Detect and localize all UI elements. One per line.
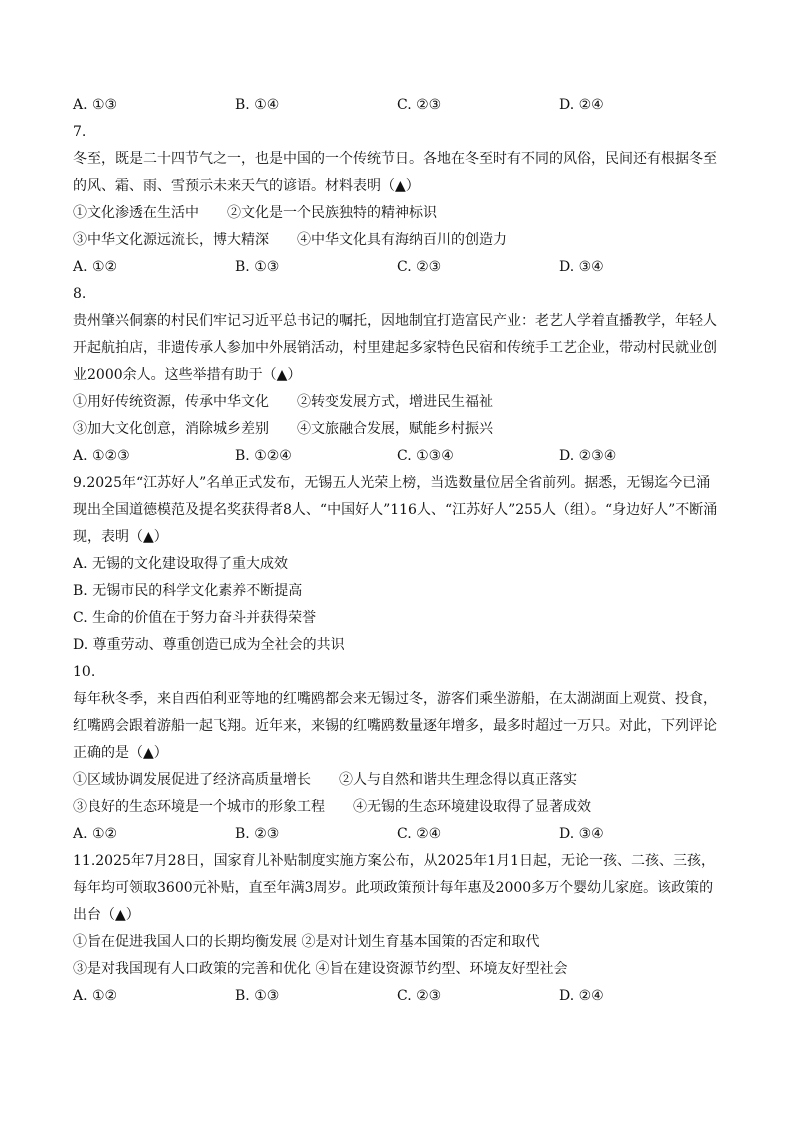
question-stem: 冬至，既是二十四节气之一，也是中国的一个传统节日。各地在冬至时有不同的风俗，民间还有根据冬至的风、霜、雨、雪预示未来天气的谚语。材料表明（▲） bbox=[73, 151, 717, 194]
question-options bbox=[73, 254, 721, 281]
option-d: D. ③④ bbox=[559, 259, 604, 275]
option-b: B. ②③ bbox=[235, 826, 280, 842]
option-b: B. 无锡市民的科学文化素养不断提高 bbox=[73, 583, 303, 599]
question-stem: 9.2025年“江苏好人”名单正式发布，无锡五人光荣上榜，当选数量位居全省前列。据悉，无锡迄今已涌现出全国道德模范及提名奖获得者8人、“中国好人”116人、“江苏好人”255人（组）。“身边好人”不断涌现，表明（▲） bbox=[73, 475, 718, 545]
option-b: B. ①④ bbox=[235, 97, 280, 113]
statement-line: ③良好的生态环境是一个城市的形象工程 ④无锡的生态环境建设取得了显著成效 bbox=[73, 799, 591, 815]
option-b: B. ①③ bbox=[235, 988, 280, 1004]
question-options bbox=[73, 443, 721, 470]
question-8 bbox=[73, 281, 721, 470]
statement-line: ①用好传统资源，传承中华文化 ②转变发展方式，增进民生福祉 bbox=[73, 394, 493, 410]
question-number: 8. bbox=[73, 286, 87, 302]
option-a: A. 无锡的文化建设取得了重大成效 bbox=[73, 556, 289, 572]
option-c: C. ②③ bbox=[397, 259, 442, 275]
exam-page bbox=[73, 92, 721, 1010]
option-b: B. ①③ bbox=[235, 259, 280, 275]
statement-line: ③是对我国现有人口政策的完善和优化 ④旨在建设资源节约型、环境友好型社会 bbox=[73, 961, 568, 977]
question-stem: 贵州肇兴侗寨的村民们牢记习近平总书记的嘱托，因地制宜打造富民产业：老艺人学着直播教学，年轻人开起航拍店，非遗传承人参加中外展销活动，村里建起多家特色民宿和传统手工艺企业，带动村民就业创业2000余人。这些举措有助于（▲） bbox=[73, 313, 717, 383]
question-7 bbox=[73, 119, 721, 281]
statement-line: ①旨在促进我国人口的长期均衡发展 ②是对计划生育基本国策的否定和取代 bbox=[73, 934, 540, 950]
option-d: D. 尊重劳动、尊重创造已成为全社会的共识 bbox=[73, 637, 345, 653]
previous-question-options bbox=[73, 92, 721, 119]
option-c: C. 生命的价值在于努力奋斗并获得荣誉 bbox=[73, 610, 317, 626]
option-a: A. ①③ bbox=[73, 97, 118, 113]
statement-line: ①区域协调发展促进了经济高质量增长 ②人与自然和谐共生理念得以真正落实 bbox=[73, 772, 577, 788]
question-number: 7. bbox=[73, 124, 87, 140]
option-c: C. ②④ bbox=[397, 826, 442, 842]
option-d: D. ②③④ bbox=[559, 448, 617, 464]
option-a: A. ①② bbox=[73, 259, 118, 275]
option-c: C. ①③④ bbox=[397, 448, 454, 464]
option-d: D. ③④ bbox=[559, 826, 604, 842]
option-a: A. ①② bbox=[73, 826, 118, 842]
question-number: 10. bbox=[73, 664, 96, 680]
option-a: A. ①②③ bbox=[73, 448, 130, 464]
option-c: C. ②③ bbox=[397, 97, 442, 113]
question-stem: 每年秋冬季，来自西伯利亚等地的红嘴鸥都会来无锡过冬，游客们乘坐游船，在太湖湖面上观赏、投食，红嘴鸥会跟着游船一起飞翔。近年来，来锡的红嘴鸥数量逐年增多，最多时超过一万只。对此，下列评论正确的是（▲） bbox=[73, 691, 717, 761]
question-9 bbox=[73, 470, 721, 659]
statement-line: ①文化渗透在生活中 ②文化是一个民族独特的精神标识 bbox=[73, 205, 437, 221]
question-options bbox=[73, 983, 721, 1010]
option-a: A. ①② bbox=[73, 988, 118, 1004]
question-stem: 11.2025年7月28日，国家育儿补贴制度实施方案公布，从2025年1月1日起，无论一孩、二孩、三孩，每年均可领取3600元补贴，直至年满3周岁。此项政策预计每年惠及2000多万个婴幼儿家庭。该政策的出台（▲） bbox=[73, 853, 716, 923]
statement-line: ③加大文化创意，消除城乡差别 ④文旅融合发展，赋能乡村振兴 bbox=[73, 421, 493, 437]
question-10 bbox=[73, 659, 721, 848]
option-d: D. ②④ bbox=[559, 97, 604, 113]
statement-line: ③中华文化源远流长，博大精深 ④中华文化具有海纳百川的创造力 bbox=[73, 232, 507, 248]
question-11 bbox=[73, 848, 721, 1010]
option-b: B. ①②④ bbox=[235, 448, 292, 464]
question-options bbox=[73, 821, 721, 848]
option-d: D. ②④ bbox=[559, 988, 604, 1004]
option-c: C. ②③ bbox=[397, 988, 442, 1004]
